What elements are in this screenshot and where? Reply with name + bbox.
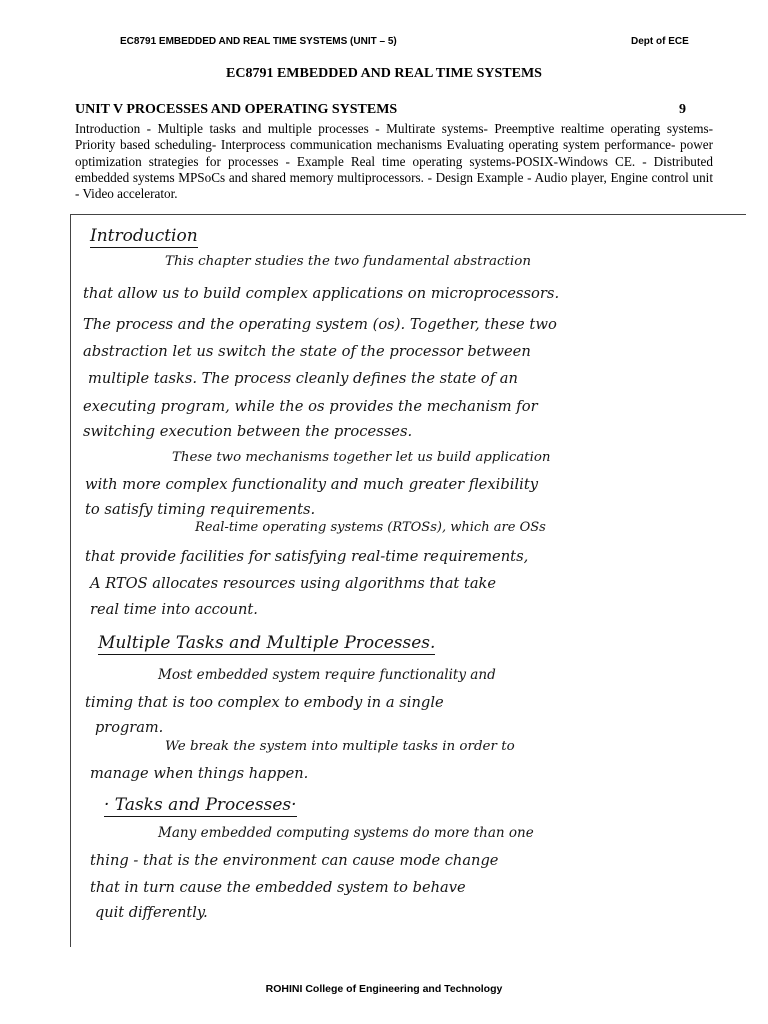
note-line: A RTOS allocates resources using algorithms that take [90, 575, 497, 592]
note-line: We break the system into multiple tasks in order to [165, 739, 515, 754]
note-line: abstraction let us switch the state of the processor between [83, 343, 531, 360]
note-line: Real-time operating systems (RTOSs), which are OSs [195, 520, 546, 535]
note-line: real time into account. [90, 601, 258, 618]
note-line: These two mechanisms together let us build application [172, 450, 551, 465]
note-line: timing that is too complex to embody in a single [85, 694, 444, 711]
note-line: that provide facilities for satisfying real-time requirements, [85, 548, 529, 565]
course-header: EC8791 EMBEDDED AND REAL TIME SYSTEMS (UNIT – 5) [120, 36, 397, 47]
dept-header: Dept of ECE [631, 36, 689, 47]
tasks-processes-heading: · Tasks and Processes· [104, 795, 297, 815]
note-line: manage when things happen. [90, 765, 309, 782]
note-line: switching execution between the processes. [83, 423, 413, 440]
note-line: that allow us to build complex applications on microprocessors. [83, 285, 560, 302]
note-line: The process and the operating system (os). Together, these two [83, 316, 557, 333]
note-line: that in turn cause the embedded system to behave [90, 879, 466, 896]
note-line: thing - that is the environment can cause mode change [90, 852, 499, 869]
page-footer: ROHINI College of Engineering and Technology [265, 983, 503, 995]
multiple-tasks-heading: Multiple Tasks and Multiple Processes. [98, 633, 436, 653]
unit-heading [75, 102, 713, 118]
note-line: with more complex functionality and much greater flexibility [85, 476, 539, 493]
syllabus-paragraph: Introduction - Multiple tasks and multiple processes - Multirate systems- Preemptive realtime operating systems- Priority based scheduling- Interprocess communication mechanisms Evaluating operating system performance- power optimization strategies for processes - Example Real time operating systems-POSIX-Windows CE. - Distributed embedded systems MPSoCs and shared memory multiprocessors. - Design Example - Audio player, Engine control unit - Video accelerator. [75, 121, 713, 202]
unit-hours: 9 [679, 102, 686, 117]
document-title: EC8791 EMBEDDED AND REAL TIME SYSTEMS [226, 66, 542, 81]
note-line: to satisfy timing requirements. [85, 501, 316, 518]
unit-label: UNIT V PROCESSES AND OPERATING SYSTEMS [75, 102, 398, 117]
note-line: multiple tasks. The process cleanly defines the state of an [88, 370, 518, 387]
note-line: quit differently. [95, 905, 208, 921]
note-line: Many embedded computing systems do more than one [158, 825, 534, 841]
page-header [0, 36, 768, 52]
note-line: program. [95, 720, 164, 736]
note-line: executing program, while the os provides the mechanism for [83, 398, 538, 415]
note-line: Most embedded system require functionality and [158, 667, 496, 683]
note-line: This chapter studies the two fundamental abstraction [165, 254, 531, 269]
intro-heading: Introduction [90, 226, 198, 246]
